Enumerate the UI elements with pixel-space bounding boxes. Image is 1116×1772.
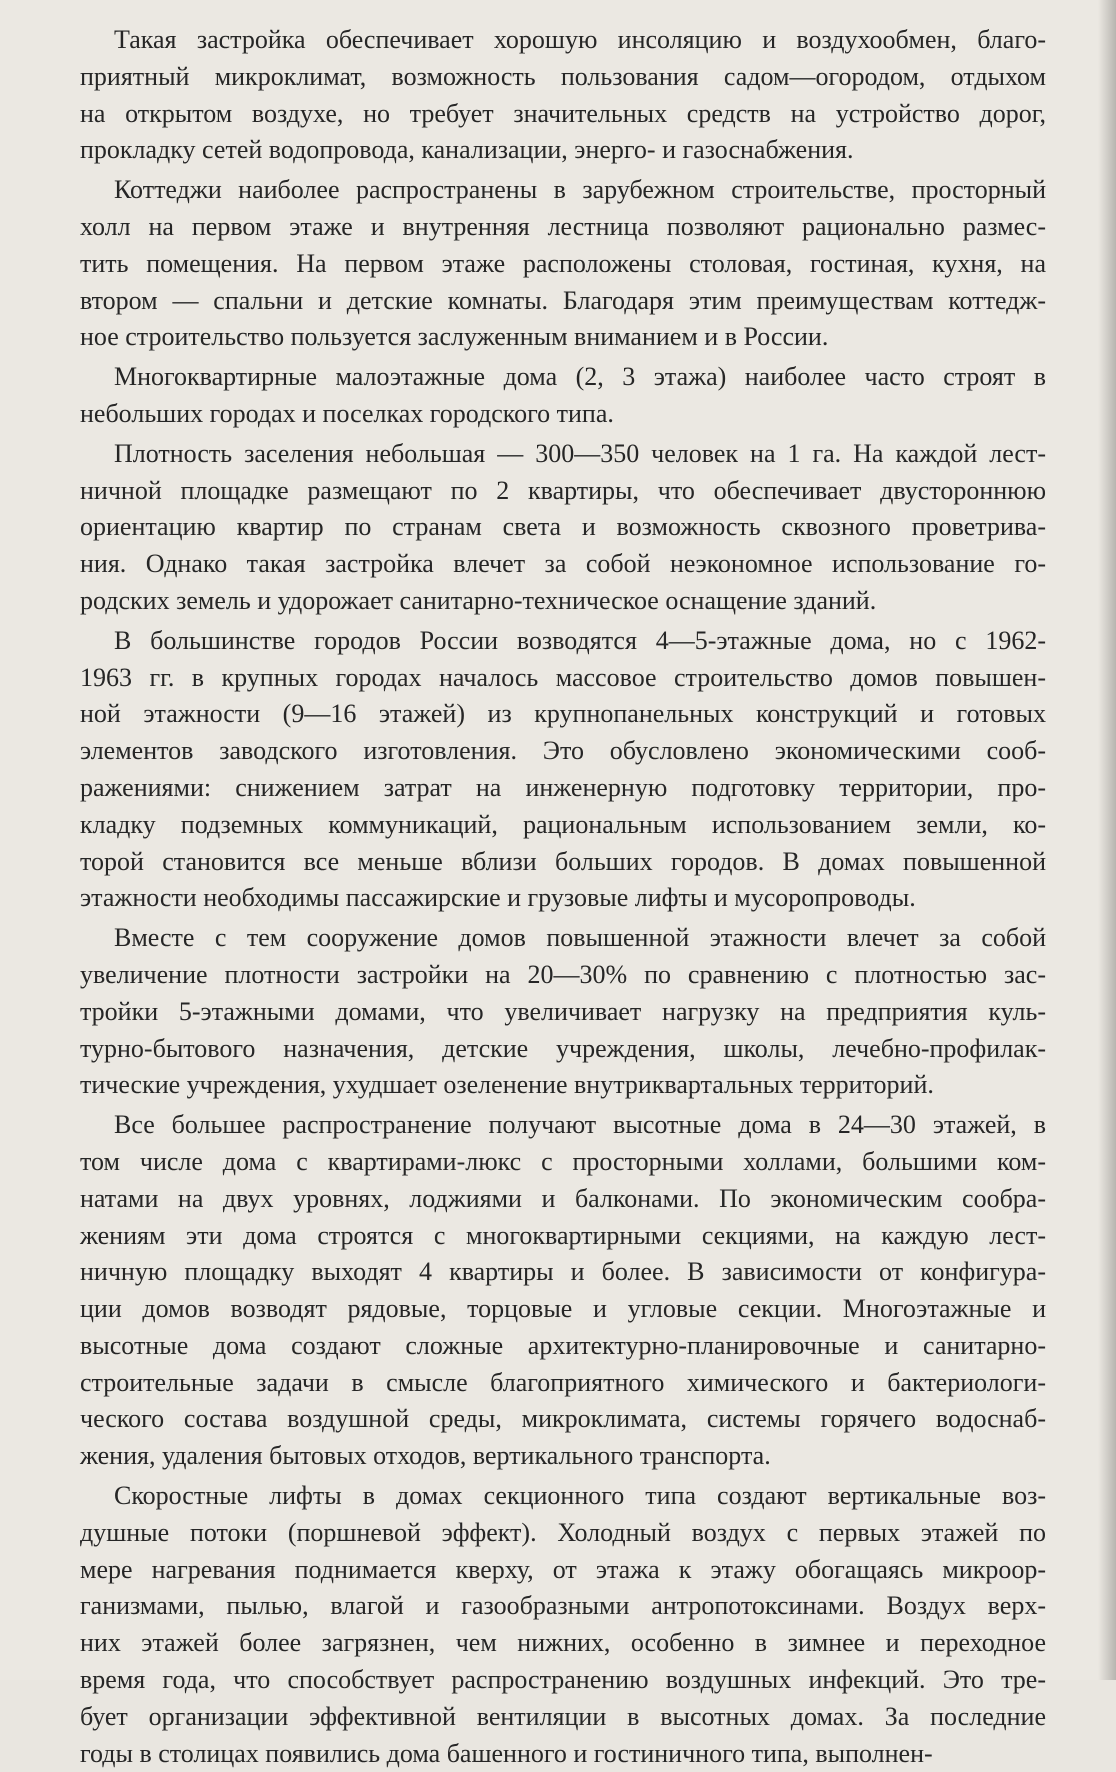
text-line: этажности необходимы пассажирские и грузовые лифты и мусоропроводы. [80, 883, 916, 913]
text-line: В большинстве городов России возводятся 4—5-этажные дома, но с 1962- [114, 625, 1046, 655]
text-line: ориентацию квартир по странам света и возможность сквозного проветрива- [80, 512, 1046, 542]
paragraph [80, 1107, 1046, 1475]
text-line: торой становится все меньше вблизи больших городов. В домах повышенной [80, 846, 1046, 876]
text-line: душные потоки (поршневой эффект). Холодный воздух с первых этажей по [80, 1517, 1046, 1547]
text-line: ции домов возводят рядовые, торцовые и угловые секции. Многоэтажные и [80, 1294, 1046, 1324]
text-line: Скоростные лифты в домах секционного типа создают вертикальные воз- [114, 1481, 1046, 1511]
text-line: жения, удаления бытовых отходов, вертикального транспорта. [80, 1441, 771, 1471]
text-line: Плотность заселения небольшая — 300—350 человек на 1 га. На каждой лест- [114, 438, 1046, 468]
text-line: годы в столицах появились дома башенного и гостиничного типа, выполнен- [80, 1738, 933, 1768]
text-line: на открытом воздухе, но требует значительных средств на устройство дорог, [80, 98, 1046, 128]
text-line: жениям эти дома строятся с многоквартирными секциями, на каждую лест- [80, 1220, 1046, 1250]
text-line: том числе дома с квартирами-люкс с просторными холлами, большими ком- [80, 1146, 1046, 1176]
text-line: ное строительство пользуется заслуженным вниманием и в России. [80, 322, 829, 352]
paragraph [80, 359, 1046, 433]
text-line: элементов заводского изготовления. Это обусловлено экономическими сооб- [80, 736, 1046, 766]
text-line: родских земель и удорожает санитарно-техническое оснащение зданий. [80, 585, 877, 615]
text-line: ничной площадке размещают по 2 квартиры, что обеспечивает двустороннюю [80, 475, 1046, 505]
text-line: время года, что способствует распространению воздушных инфекций. Это тре- [80, 1665, 1046, 1695]
text-line: холл на первом этаже и внутренняя лестница позволяют рационально размес- [80, 211, 1046, 241]
paragraph [80, 22, 1046, 169]
text-line: Многоквартирные малоэтажные дома (2, 3 этажа) наиболее часто строят в [114, 362, 1046, 392]
text-line: ражениями: снижением затрат на инженерную подготовку территории, про- [80, 772, 1046, 802]
text-line: тройки 5-этажными домами, что увеличивает нагрузку на предприятия куль- [80, 996, 1046, 1026]
paragraph [80, 1478, 1046, 1772]
paragraph [80, 172, 1046, 356]
text-line: тические учреждения, ухудшает озеленение внутриквартальных территорий. [80, 1070, 934, 1100]
text-line: 1963 гг. в крупных городах началось массовое строительство домов повышен- [80, 662, 1046, 692]
text-line: втором — спальни и детские комнаты. Благодаря этим преимуществам коттедж- [80, 285, 1046, 315]
text-line: мере нагревания поднимается кверху, от этажа к этажу обогащаясь микроор- [80, 1554, 1046, 1584]
text-line: строительные задачи в смысле благоприятного химического и бактериологи- [80, 1367, 1046, 1397]
paragraph [80, 436, 1046, 620]
text-line: натами на двух уровнях, лоджиями и балконами. По экономическим сообра- [80, 1183, 1046, 1213]
paragraph [80, 920, 1046, 1104]
text-line: Все большее распространение получают высотные дома в 24—30 этажей, в [114, 1110, 1046, 1140]
text-line: ной этажности (9—16 этажей) из крупнопанельных конструкций и готовых [80, 699, 1046, 729]
text-line: ничную площадку выходят 4 квартиры и более. В зависимости от конфигура- [80, 1257, 1046, 1287]
text-line: высотные дома создают сложные архитектурно-планировочные и санитарно- [80, 1330, 1046, 1360]
text-line: приятный микроклимат, возможность пользования садом—огородом, отдыхом [80, 61, 1046, 91]
text-line: бует организации эффективной вентиляции в высотных домах. За последние [80, 1701, 1046, 1731]
text-line: кладку подземных коммуникаций, рациональным использованием земли, ко- [80, 809, 1046, 839]
text-line: тить помещения. На первом этаже расположены столовая, гостиная, кухня, на [80, 248, 1046, 278]
text-line: прокладку сетей водопровода, канализации, энерго- и газоснабжения. [80, 135, 854, 165]
text-line: ганизмами, пылью, влагой и газообразными антропотоксинами. Воздух верх- [80, 1591, 1046, 1621]
text-line: Вместе с тем сооружение домов повышенной этажности влечет за собой [114, 923, 1046, 953]
text-line: увеличение плотности застройки на 20—30% по сравнению с плотностью зас- [80, 959, 1046, 989]
text-line: Коттеджи наиболее распространены в зарубежном строительстве, просторный [114, 175, 1046, 205]
text-line: них этажей более загрязнен, чем нижних, особенно в зимнее и переходное [80, 1628, 1046, 1658]
text-line: ческого состава воздушной среды, микроклимата, системы горячего водоснаб- [80, 1404, 1046, 1434]
text-body [80, 22, 1046, 1772]
text-line: небольших городах и поселках городского типа. [80, 398, 614, 428]
text-line: турно-бытового назначения, детские учреждения, школы, лечебно-профилак- [80, 1033, 1046, 1063]
text-line: Такая застройка обеспечивает хорошую инсоляцию и воздухообмен, благо- [114, 25, 1046, 54]
paragraph [80, 623, 1046, 917]
text-line: ния. Однако такая застройка влечет за собой неэкономное использование го- [80, 549, 1046, 579]
